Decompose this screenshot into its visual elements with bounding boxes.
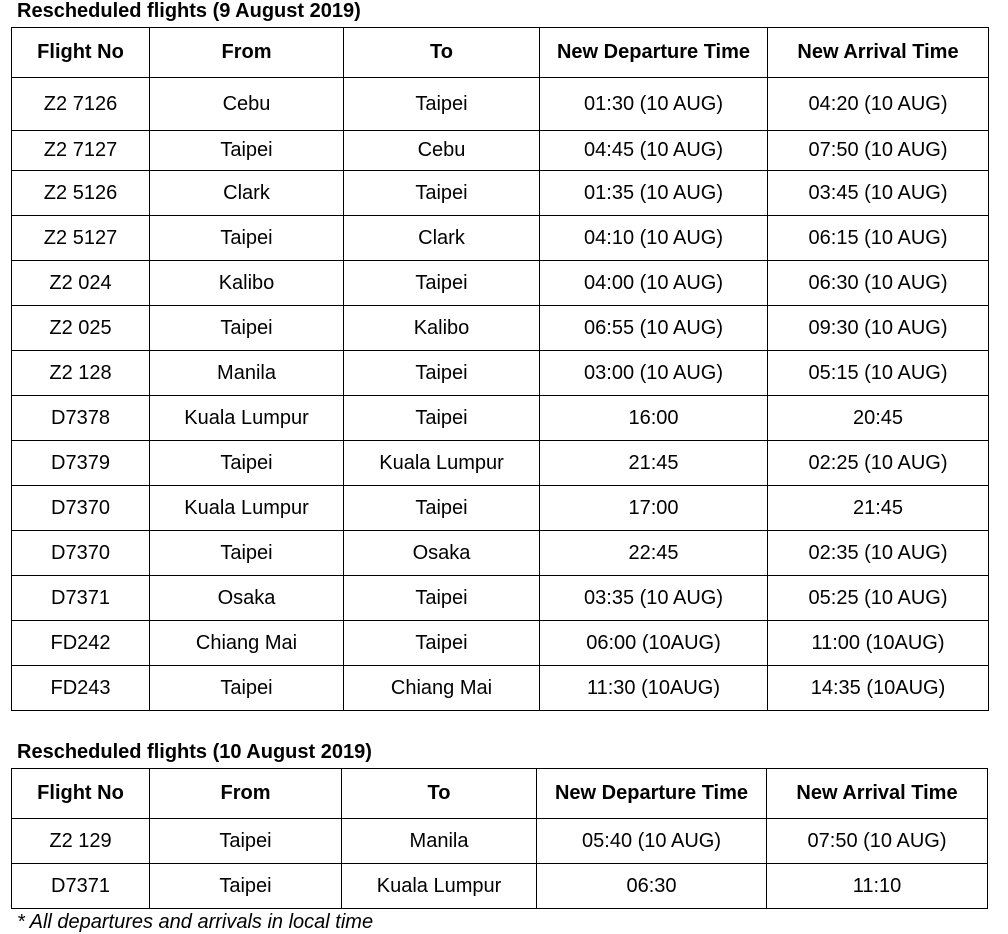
table-row [12, 864, 988, 909]
to-cell: Kuala Lumpur [344, 441, 540, 486]
header-to: To [342, 769, 537, 819]
from-cell: Kuala Lumpur [150, 486, 344, 531]
arrival-time-cell: 09:30 (10 AUG) [768, 306, 989, 351]
flight-no-cell: Z2 025 [12, 306, 150, 351]
departure-time-cell: 06:00 (10AUG) [540, 621, 768, 666]
departure-time-cell: 04:00 (10 AUG) [540, 261, 768, 306]
from-cell: Taipei [150, 819, 342, 864]
departure-time-cell: 06:30 [537, 864, 767, 909]
arrival-time-cell: 07:50 (10 AUG) [768, 131, 989, 171]
local-time-footnote: * All departures and arrivals in local time [17, 911, 374, 933]
table-row [12, 621, 989, 666]
departure-time-cell: 21:45 [540, 441, 768, 486]
arrival-time-cell: 06:30 (10 AUG) [768, 261, 989, 306]
departure-time-cell: 17:00 [540, 486, 768, 531]
header-new-departure-time: New Departure Time [537, 769, 767, 819]
arrival-time-cell: 02:25 (10 AUG) [768, 441, 989, 486]
departure-time-cell: 03:35 (10 AUG) [540, 576, 768, 621]
departure-time-cell: 16:00 [540, 396, 768, 441]
from-cell: Taipei [150, 531, 344, 576]
departure-time-cell: 01:35 (10 AUG) [540, 171, 768, 216]
arrival-time-cell: 11:00 (10AUG) [768, 621, 989, 666]
header-flight-no: Flight No [12, 769, 150, 819]
header-flight-no: Flight No [12, 28, 150, 78]
table-row [12, 261, 989, 306]
table-row [12, 306, 989, 351]
flight-no-cell: FD243 [12, 666, 150, 711]
from-cell: Manila [150, 351, 344, 396]
header-to: To [344, 28, 540, 78]
table-row [12, 441, 989, 486]
to-cell: Taipei [344, 261, 540, 306]
from-cell: Osaka [150, 576, 344, 621]
flight-no-cell: Z2 7127 [12, 131, 150, 171]
rescheduled-flights-table-10-august [11, 768, 988, 909]
flight-no-cell: Z2 129 [12, 819, 150, 864]
arrival-time-cell: 20:45 [768, 396, 989, 441]
flight-no-cell: D7371 [12, 576, 150, 621]
to-cell: Taipei [344, 486, 540, 531]
departure-time-cell: 03:00 (10 AUG) [540, 351, 768, 396]
table-row [12, 131, 989, 171]
from-cell: Taipei [150, 864, 342, 909]
flight-no-cell: D7378 [12, 396, 150, 441]
section-title-10-august: Rescheduled flights (10 August 2019) [17, 741, 372, 763]
departure-time-cell: 04:10 (10 AUG) [540, 216, 768, 261]
to-cell: Taipei [344, 351, 540, 396]
departure-time-cell: 11:30 (10AUG) [540, 666, 768, 711]
table-row [12, 486, 989, 531]
from-cell: Kalibo [150, 261, 344, 306]
arrival-time-cell: 04:20 (10 AUG) [768, 78, 989, 131]
table-row [12, 171, 989, 216]
rescheduled-flights-table-9-august [11, 27, 989, 711]
table-row [12, 216, 989, 261]
to-cell: Taipei [344, 621, 540, 666]
table-row [12, 351, 989, 396]
from-cell: Clark [150, 171, 344, 216]
arrival-time-cell: 05:15 (10 AUG) [768, 351, 989, 396]
flight-no-cell: Z2 5126 [12, 171, 150, 216]
to-cell: Osaka [344, 531, 540, 576]
departure-time-cell: 22:45 [540, 531, 768, 576]
flight-no-cell: D7370 [12, 486, 150, 531]
to-cell: Kalibo [344, 306, 540, 351]
flight-no-cell: D7371 [12, 864, 150, 909]
table-header-row [12, 28, 989, 78]
arrival-time-cell: 05:25 (10 AUG) [768, 576, 989, 621]
table-row [12, 576, 989, 621]
to-cell: Manila [342, 819, 537, 864]
arrival-time-cell: 06:15 (10 AUG) [768, 216, 989, 261]
table-row [12, 819, 988, 864]
flight-no-cell: Z2 7126 [12, 78, 150, 131]
header-new-departure-time: New Departure Time [540, 28, 768, 78]
to-cell: Cebu [344, 131, 540, 171]
header-from: From [150, 769, 342, 819]
flight-no-cell: D7370 [12, 531, 150, 576]
from-cell: Taipei [150, 131, 344, 171]
arrival-time-cell: 03:45 (10 AUG) [768, 171, 989, 216]
from-cell: Kuala Lumpur [150, 396, 344, 441]
to-cell: Chiang Mai [344, 666, 540, 711]
table-row [12, 666, 989, 711]
header-new-arrival-time: New Arrival Time [768, 28, 989, 78]
arrival-time-cell: 21:45 [768, 486, 989, 531]
from-cell: Cebu [150, 78, 344, 131]
to-cell: Clark [344, 216, 540, 261]
from-cell: Chiang Mai [150, 621, 344, 666]
section-title-9-august: Rescheduled flights (9 August 2019) [17, 0, 361, 22]
departure-time-cell: 06:55 (10 AUG) [540, 306, 768, 351]
flight-no-cell: Z2 024 [12, 261, 150, 306]
table-header-row [12, 769, 988, 819]
arrival-time-cell: 02:35 (10 AUG) [768, 531, 989, 576]
to-cell: Taipei [344, 396, 540, 441]
to-cell: Taipei [344, 78, 540, 131]
from-cell: Taipei [150, 666, 344, 711]
arrival-time-cell: 14:35 (10AUG) [768, 666, 989, 711]
table-row [12, 531, 989, 576]
flight-no-cell: D7379 [12, 441, 150, 486]
table-row [12, 78, 989, 131]
to-cell: Taipei [344, 171, 540, 216]
arrival-time-cell: 07:50 (10 AUG) [767, 819, 988, 864]
header-from: From [150, 28, 344, 78]
table-row [12, 396, 989, 441]
from-cell: Taipei [150, 441, 344, 486]
from-cell: Taipei [150, 306, 344, 351]
flight-no-cell: Z2 128 [12, 351, 150, 396]
to-cell: Kuala Lumpur [342, 864, 537, 909]
flight-no-cell: Z2 5127 [12, 216, 150, 261]
header-new-arrival-time: New Arrival Time [767, 769, 988, 819]
to-cell: Taipei [344, 576, 540, 621]
arrival-time-cell: 11:10 [767, 864, 988, 909]
flight-no-cell: FD242 [12, 621, 150, 666]
departure-time-cell: 04:45 (10 AUG) [540, 131, 768, 171]
departure-time-cell: 01:30 (10 AUG) [540, 78, 768, 131]
from-cell: Taipei [150, 216, 344, 261]
departure-time-cell: 05:40 (10 AUG) [537, 819, 767, 864]
